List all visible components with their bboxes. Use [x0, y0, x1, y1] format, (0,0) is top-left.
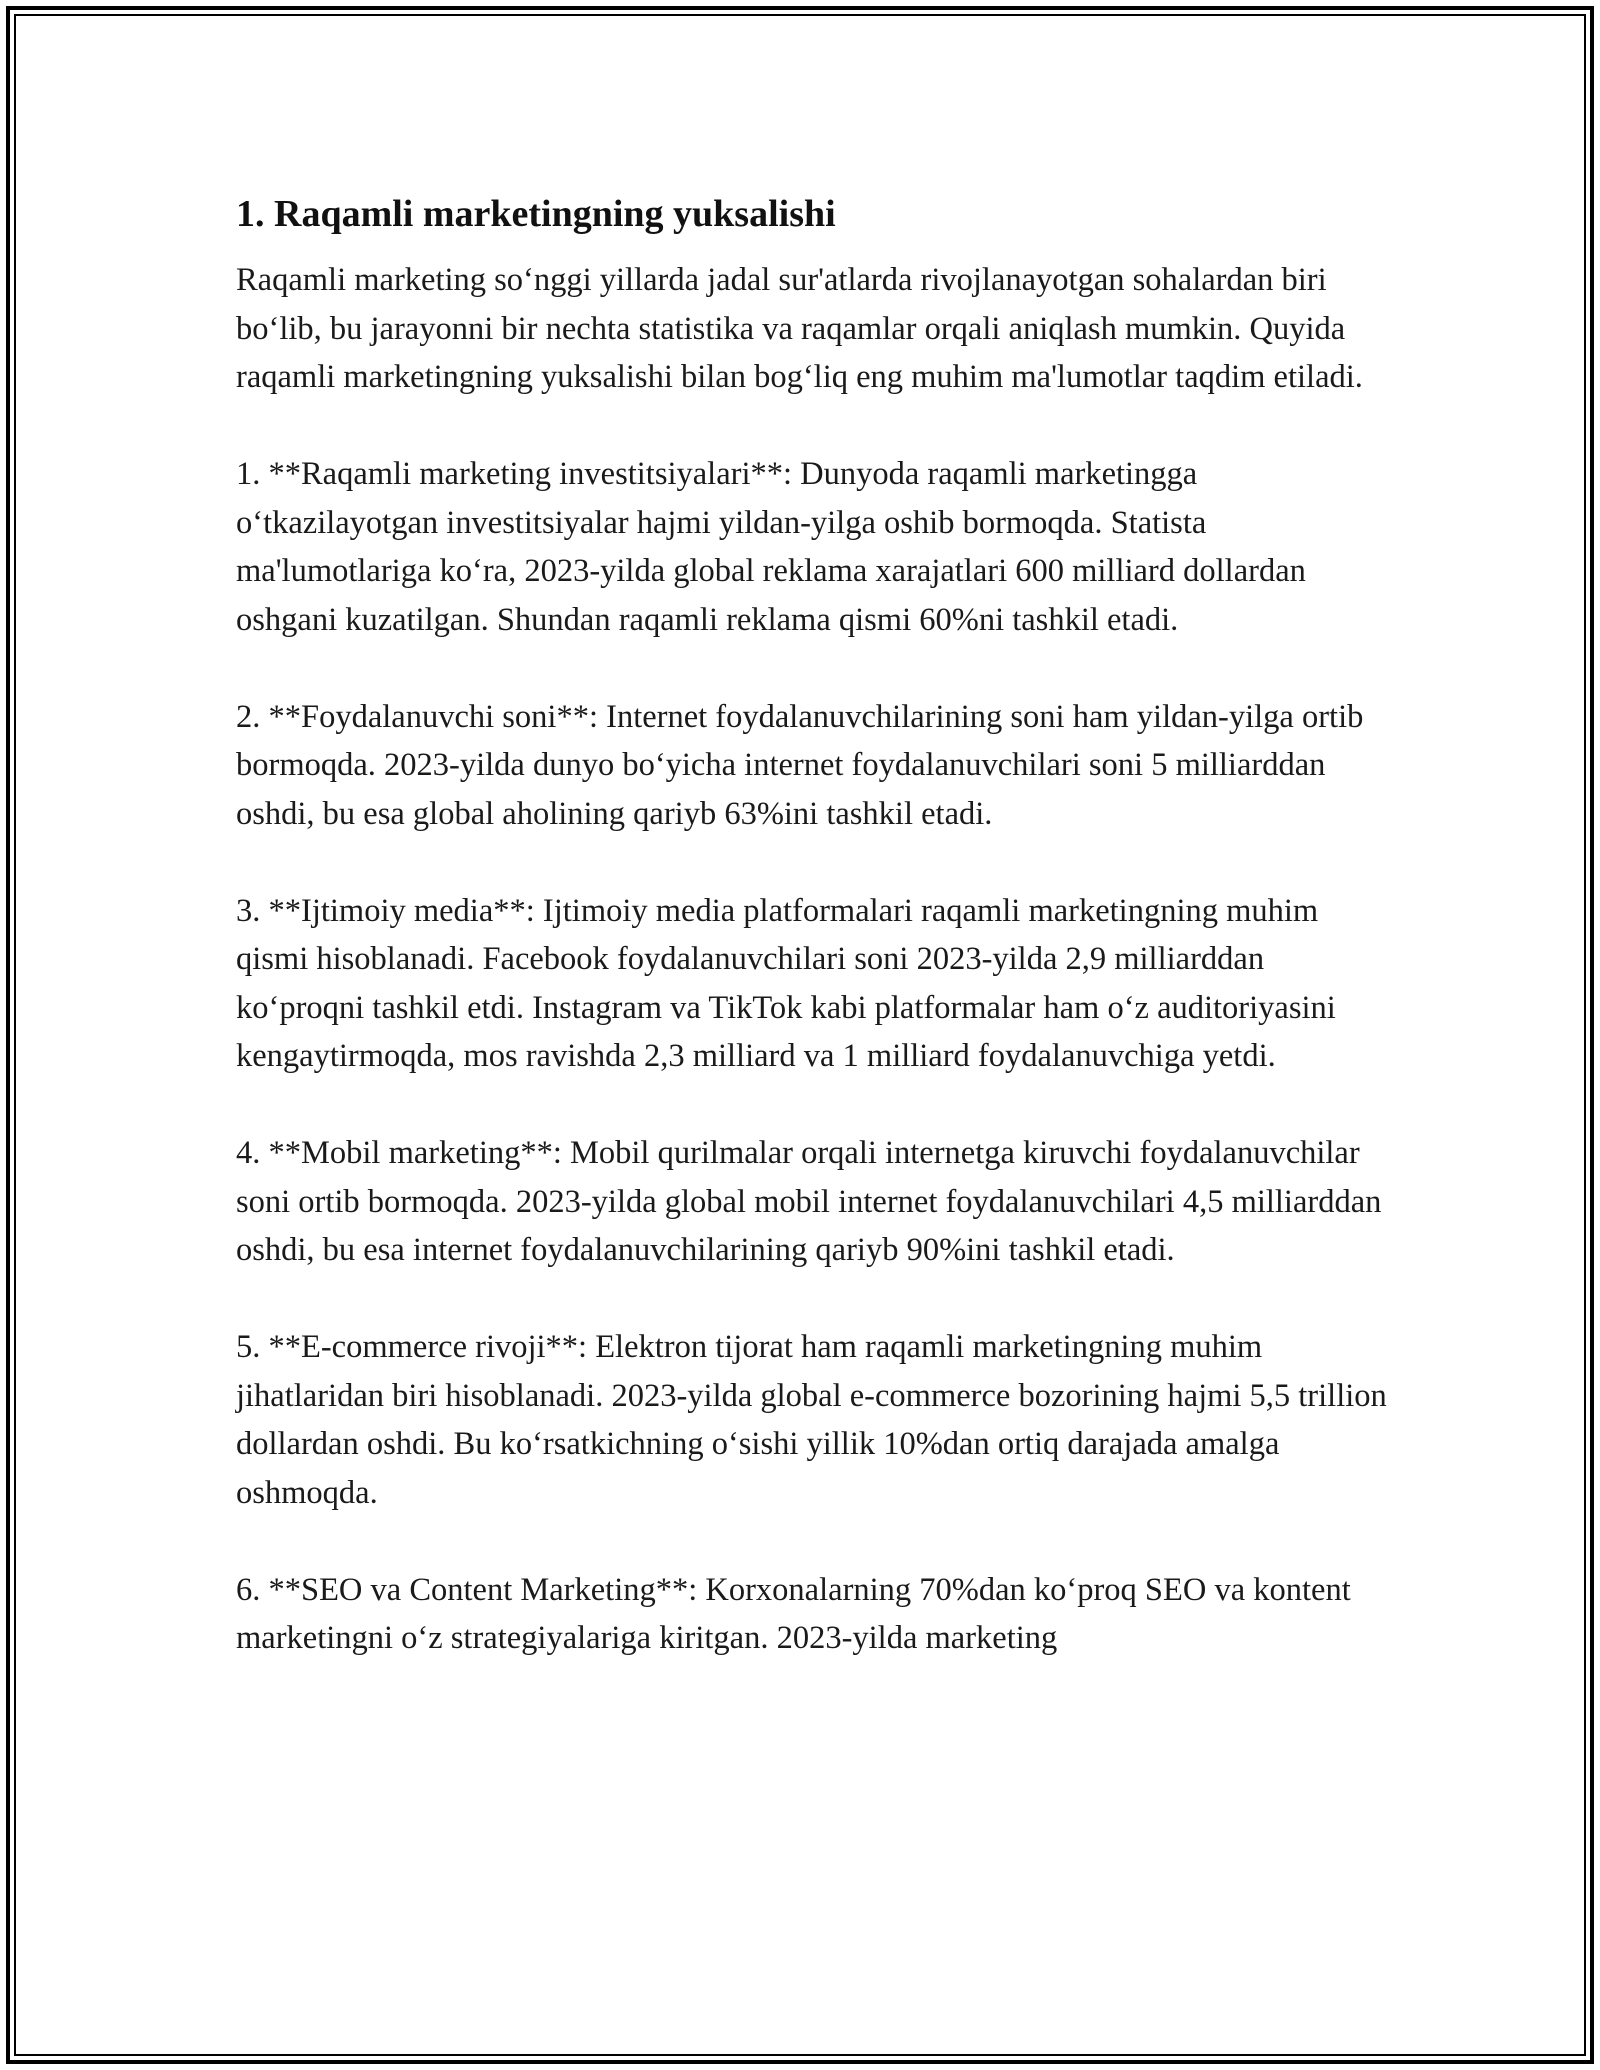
intro-paragraph: Raqamli marketing so‘nggi yillarda jadal sur'atlarda rivojlanayotgan sohalardan biri bo‘lib, bu jarayonni bir nechta statistika va raqamlar orqali aniqlash mumkin. Quyida raqamli marketingning yuksalishi bilan bog‘liq eng muhim ma'lumotlar taqdim etiladi.	[236, 262, 1363, 395]
paragraph-investments: 1. **Raqamli marketing investitsiyalari**: Dunyoda raqamli marketingga o‘tkazilayotgan investitsiyalar hajmi yildan-yilga oshib bormoqda. Statista ma'lumotlariga ko‘ra, 2023-yilda global reklama xarajatlari 600 milliard dollardan oshgani kuzatilgan. Shundan raqamli reklama qismi 60%ni tashkil etadi.	[236, 456, 1306, 638]
document-body	[236, 186, 1396, 1663]
paragraph-mobile-marketing: 4. **Mobil marketing**: Mobil qurilmalar orqali internetga kiruvchi foydalanuvchilar soni ortib bormoqda. 2023-yilda global mobil internet foydalanuvchilari 4,5 milliarddan oshdi, bu esa internet foydalanuvchilarining qariyb 90%ini tashkil etadi.	[236, 1135, 1382, 1268]
paragraph-seo-content: 6. **SEO va Content Marketing**: Korxonalarning 70%dan ko‘proq SEO va kontent marketingni o‘z strategiyalariga kiritgan. 2023-yilda marketing	[236, 1571, 1351, 1656]
paragraph-users: 2. **Foydalanuvchi soni**: Internet foydalanuvchilarining soni ham yildan-yilga ortib bormoqda. 2023-yilda dunyo bo‘yicha internet foydalanuvchilari soni 5 milliarddan oshdi, bu esa global aholining qariyb 63%ini tashkil etadi.	[236, 698, 1364, 832]
paragraph-ecommerce: 5. **E-commerce rivoji**: Elektron tijorat ham raqamli marketingning muhim jihatlaridan biri hisoblanadi. 2023-yilda global e-commerce bozorining hajmi 5,5 trillion dollardan oshdi. Bu ko‘rsatkichning o‘sishi yillik 10%dan ortiq darajada amalga oshmoqda.	[236, 1329, 1387, 1511]
document-title: 1. Raqamli marketingning yuksalishi	[236, 193, 836, 235]
paragraph-social-media: 3. **Ijtimoiy media**: Ijtimoiy media platformalari raqamli marketingning muhim qismi hisoblanadi. Facebook foydalanuvchilari soni 2023-yilda 2,9 milliarddan ko‘proqni tashkil etdi. Instagram va TikTok kabi platformalar ham o‘z auditoriyasini kengaytirmoqda, mos ravishda 2,3 milliard va 1 milliard foydalanuvchiga yetdi.	[236, 892, 1336, 1074]
